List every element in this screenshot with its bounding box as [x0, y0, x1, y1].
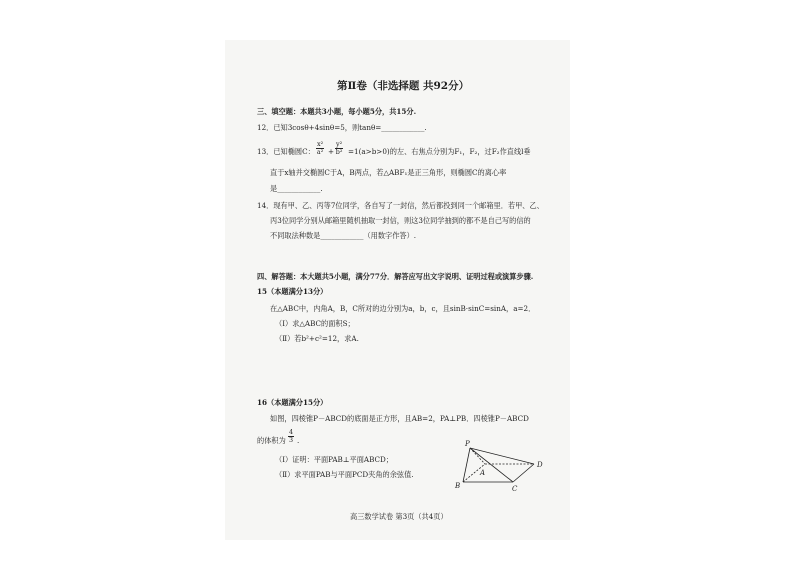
fraction-numerator: 4 [289, 428, 294, 436]
question-12: 12．已知3cosθ+4sinθ=5，则tanθ=____________. [257, 123, 427, 132]
question-13-line3: 是____________. [270, 184, 323, 193]
label-p: P [465, 440, 470, 448]
pyramid-figure [450, 438, 550, 498]
fraction-numerator: y² [336, 140, 343, 148]
label-a: A [480, 469, 486, 477]
section4-heading: 四、解答题：本大题共5小题，满分77分．解答应写出文字说明、证明过程或演算步骤. [257, 272, 534, 281]
edge-pa [470, 448, 485, 464]
question-15-part2: （Ⅱ）若b²+c²=12，求A. [275, 334, 359, 343]
question-16-part1: （Ⅰ）证明：平面PAB⊥平面ABCD； [275, 455, 393, 464]
section3-heading: 三、填空题：本题共3小题，每小题5分，共15分. [257, 107, 417, 116]
label-b: B [455, 482, 461, 490]
label-c: C [512, 485, 518, 493]
fraction-denominator: b² [335, 148, 343, 156]
question-15-part1: （Ⅰ）求△ABC的面积S； [275, 319, 355, 328]
question-16-line1: 如图，四棱锥P－ABCD的底面是正方形，且AB=2，PA⊥PB．四棱锥P－ABCD [270, 414, 529, 423]
fraction-volume [288, 429, 294, 444]
question-14-line2: 丙3位同学分别从邮箱里随机抽取一封信，则这3位同学抽到的都不是自己写的信的 [270, 216, 531, 225]
question-15-line1: 在△ABC中，内角A，B，C所对的边分别为a，b，c，且sinB·sinC=sinA，a=2． [270, 304, 536, 313]
question-13-line2: 直于x轴并交椭圆C于A，B两点，若△ABF₁是正三角形，则椭圆C的离心率 [270, 168, 507, 177]
question-16-head: 16（本题满分15分） [257, 398, 328, 407]
question-16-part2: （Ⅱ）求平面PAB与平面PCD夹角的余弦值. [275, 470, 414, 479]
plus-sign: + [328, 147, 335, 156]
question-16-line2-post: . [297, 436, 300, 445]
question-15-head: 15（本题满分13分） [257, 287, 328, 296]
fraction-numerator: x² [317, 140, 324, 148]
question-13-line1-post: =1(a>b>0)的左、右焦点分别为F₁，F₂，过F₂作直线l垂 [348, 147, 531, 156]
question-13-line1-pre: 13．已知椭圆C： [257, 147, 315, 156]
label-d: D [537, 461, 543, 469]
fraction-denominator: a² [316, 148, 324, 156]
question-14-line3: 不同取法种数是____________（用数字作答）. [270, 231, 417, 240]
page-title: 第Ⅱ卷（非选择题 共92分） [337, 80, 470, 92]
fraction-y2-b2 [335, 141, 343, 156]
edge-cd [513, 464, 534, 482]
page-footer: 高三数学试卷 第3页（共4页） [350, 512, 448, 521]
question-16-line2-pre: 的体积为 [257, 436, 286, 445]
fraction-denominator: 3 [289, 436, 294, 444]
fraction-x2-a2 [316, 141, 324, 156]
question-14-line1: 14．现有甲、乙、丙等7位同学，各自写了一封信，然后都投到同一个邮箱里．若甲、乙、 [257, 201, 544, 210]
